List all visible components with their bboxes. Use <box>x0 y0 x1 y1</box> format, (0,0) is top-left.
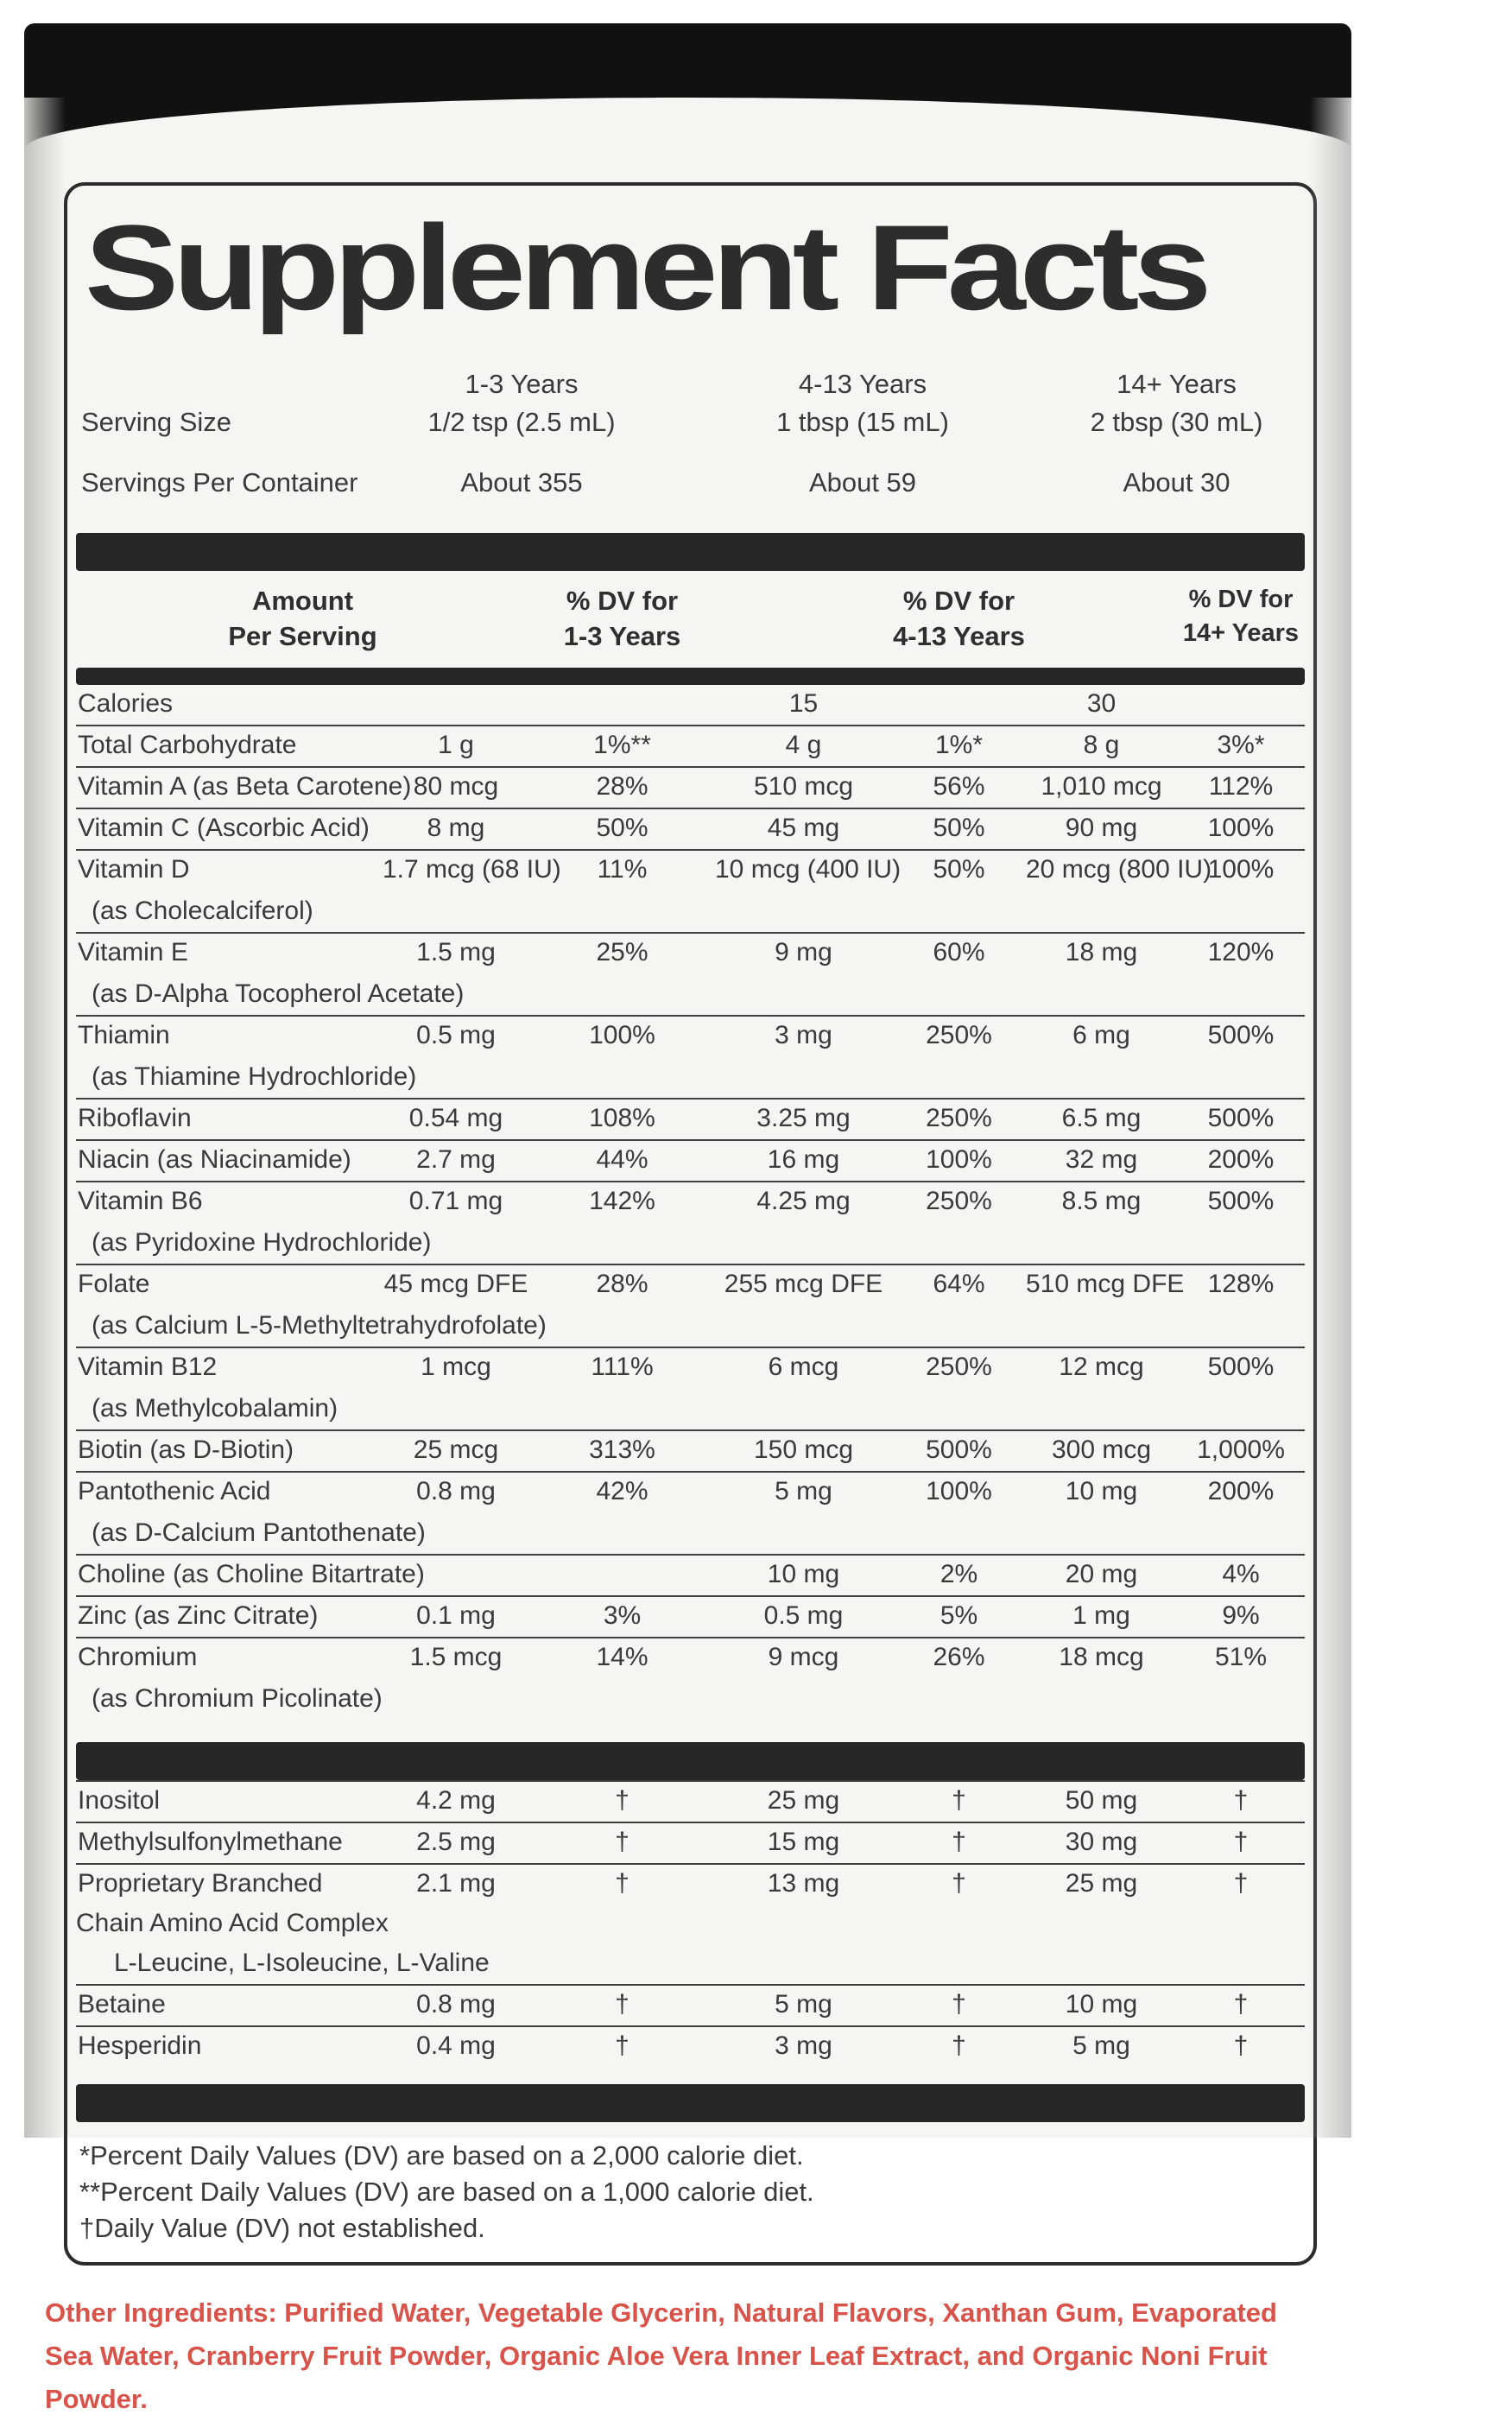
dv-4-13-cell: † <box>952 1990 966 2019</box>
dv-14plus-cell: 120% <box>1207 938 1275 966</box>
row-subname: (as Chromium Picolinate) <box>92 1684 383 1713</box>
dv-1-3-cell: 44% <box>596 1145 648 1174</box>
dv-1-3-cell: 313% <box>589 1435 655 1464</box>
dv-4-13-cell: 250% <box>926 1353 992 1381</box>
row-name: Zinc (as Zinc Citrate) <box>78 1601 319 1630</box>
facts-box <box>64 182 1317 2266</box>
dv-1-3-cell: 42% <box>596 1477 648 1505</box>
row-name: Total Carbohydrate <box>78 731 297 759</box>
amount-14plus-cell: 10 mg <box>1065 1990 1138 2019</box>
age-group-label: 1-3 Years <box>465 369 579 399</box>
amount-14plus-cell: 300 mcg <box>1051 1435 1152 1464</box>
table-row <box>76 849 1305 932</box>
dv-14plus-cell: 200% <box>1207 1145 1275 1174</box>
dv-1-3-cell: 28% <box>596 1270 648 1298</box>
dv-14plus-cell: 3%* <box>1217 731 1265 759</box>
header-amount-per-serving: Amount Per Serving <box>228 586 377 651</box>
dv-14plus-cell: 128% <box>1207 1270 1275 1298</box>
dv-14plus-cell: 100% <box>1207 855 1275 884</box>
amount-1-3-cell: 0.5 mg <box>416 1021 496 1049</box>
amount-4-13-cell: 9 mg <box>775 938 832 966</box>
dv-4-13-cell: 100% <box>926 1145 992 1174</box>
header-dv-1-3-years: % DV for 1-3 Years <box>563 586 681 651</box>
amount-14plus-cell: 90 mg <box>1065 814 1138 842</box>
table-row <box>76 1181 1305 1264</box>
amount-4-13-cell: 5 mg <box>775 1477 832 1505</box>
row-subname: Chain Amino Acid Complex <box>76 1909 389 1937</box>
table-row <box>76 766 1305 808</box>
amount-4-13-cell: 15 <box>788 689 819 718</box>
row-subname: (as D-Calcium Pantothenate) <box>92 1518 426 1547</box>
table-row <box>76 1264 1305 1347</box>
row-subname: (as Calcium L-5-Methyltetrahydrofolate) <box>92 1311 547 1340</box>
amount-1-3-cell: 1.5 mg <box>416 938 496 966</box>
facts-table <box>76 685 1305 2122</box>
amount-14plus-cell: 6 mg <box>1072 1021 1130 1049</box>
bottle <box>24 23 1351 2414</box>
dv-1-3-cell: 28% <box>596 772 648 801</box>
footnote-line: †Daily Value (DV) not established. <box>79 2213 485 2243</box>
serving-column <box>677 369 1048 438</box>
dv-14plus-cell: † <box>1233 1869 1249 1898</box>
amount-1-3-cell: 1.5 mcg <box>409 1643 503 1671</box>
amount-1-3-cell: 0.54 mg <box>408 1104 503 1132</box>
dv-4-13-cell: 500% <box>926 1435 992 1464</box>
age-group-label: 4-13 Years <box>798 369 927 399</box>
row-name: Inositol <box>78 1786 161 1815</box>
table-row <box>76 1098 1305 1139</box>
dv-4-13-cell: 100% <box>926 1477 992 1505</box>
amount-4-13-cell: 150 mcg <box>753 1435 854 1464</box>
table-row <box>76 1595 1305 1637</box>
dv-14plus-cell: 4% <box>1222 1560 1260 1588</box>
amount-4-13-cell: 16 mg <box>767 1145 840 1174</box>
dv-1-3-cell: 50% <box>596 814 648 842</box>
dv-14plus-cell: 500% <box>1207 1353 1275 1381</box>
amount-1-3-cell: 2.7 mg <box>416 1145 496 1174</box>
amount-14plus-cell: 30 <box>1086 689 1117 718</box>
row-name: Choline (as Choline Bitartrate) <box>78 1560 425 1588</box>
amount-14plus-cell: 20 mcg (800 IU) <box>1026 855 1212 884</box>
serving-column <box>366 369 677 438</box>
dv-4-13-cell: 1%* <box>934 731 984 759</box>
dv-1-3-cell: † <box>615 2031 629 2060</box>
row-name: Vitamin E <box>78 938 188 966</box>
dv-4-13-cell: 50% <box>933 855 985 884</box>
serving-size-value: 2 tbsp (30 mL) <box>1090 407 1263 437</box>
row-subname: (as Methylcobalamin) <box>92 1394 338 1423</box>
amount-1-3-cell: 1.7 mcg (68 IU) <box>383 855 561 884</box>
table-row <box>76 1984 1305 2025</box>
table-row <box>76 1471 1305 1554</box>
dv-1-3-cell: 142% <box>589 1187 655 1215</box>
dv-1-3-cell: 108% <box>589 1104 655 1132</box>
dv-14plus-cell: 1,000% <box>1197 1435 1285 1464</box>
servings-per-container-label: Servings Per Container <box>81 467 358 498</box>
dv-4-13-cell: † <box>952 1786 966 1815</box>
dv-1-3-cell: 14% <box>596 1643 648 1671</box>
amount-1-3-cell: 0.8 mg <box>416 1477 496 1505</box>
amount-14plus-cell: 10 mg <box>1065 1477 1138 1505</box>
row-name: Vitamin C (Ascorbic Acid) <box>78 814 370 842</box>
row-subname: (as Cholecalciferol) <box>92 897 313 925</box>
separator-bar <box>76 668 1305 685</box>
amount-14plus-cell: 8.5 mg <box>1061 1187 1142 1215</box>
dv-4-13-cell: 50% <box>933 814 985 842</box>
dv-4-13-cell: 56% <box>933 772 985 801</box>
amount-14plus-cell: 18 mg <box>1065 938 1138 966</box>
amount-14plus-cell: 32 mg <box>1065 1145 1138 1174</box>
amount-14plus-cell: 20 mg <box>1065 1560 1138 1588</box>
row-name: Proprietary Branched <box>78 1869 323 1898</box>
table-header <box>76 571 1305 668</box>
row-name: Biotin (as D-Biotin) <box>78 1435 294 1464</box>
table-row <box>76 1139 1305 1181</box>
dv-4-13-cell: 64% <box>933 1270 985 1298</box>
amount-4-13-cell: 15 mg <box>767 1828 840 1856</box>
table-row <box>76 808 1305 849</box>
dv-14plus-cell: 500% <box>1207 1187 1275 1215</box>
dv-14plus-cell: † <box>1233 1990 1249 2019</box>
page-title: Supplement Facts <box>85 200 1206 335</box>
row-name: Vitamin D <box>78 855 190 884</box>
dv-14plus-cell: † <box>1233 1828 1249 1856</box>
row-name: Thiamin <box>78 1021 170 1049</box>
dv-1-3-cell: 111% <box>591 1353 654 1381</box>
amount-1-3-cell: 0.71 mg <box>408 1187 503 1215</box>
table-row <box>76 1554 1305 1595</box>
dv-14plus-cell: 51% <box>1214 1643 1268 1671</box>
dv-4-13-cell: 26% <box>933 1643 985 1671</box>
row-subname: (as D-Alpha Tocopherol Acetate) <box>92 979 465 1008</box>
header-dv-4-13-years: % DV for 4-13 Years <box>893 586 1025 651</box>
amount-14plus-cell: 18 mcg <box>1059 1643 1144 1671</box>
table-row <box>76 725 1305 766</box>
dv-1-3-cell: 25% <box>596 938 648 966</box>
separator-bar <box>76 1742 1305 1780</box>
table-row <box>76 685 1305 725</box>
amount-14plus-cell: 50 mg <box>1065 1786 1138 1815</box>
row-name: Pantothenic Acid <box>78 1477 271 1505</box>
dv-4-13-cell: † <box>952 1828 966 1856</box>
servings-per-container-value: About 355 <box>460 467 583 498</box>
table-row <box>76 1863 1305 1984</box>
row-subname-2: L-Leucine, L-Isoleucine, L-Valine <box>114 1949 490 1977</box>
separator-bar <box>76 533 1305 571</box>
servings-per-container-value: About 30 <box>1123 467 1230 498</box>
amount-1-3-cell: 1 mcg <box>421 1353 491 1381</box>
dv-4-13-cell: 250% <box>926 1021 992 1049</box>
row-name: Chromium <box>78 1643 198 1671</box>
table-row <box>76 1637 1305 1720</box>
row-name: Vitamin B6 <box>78 1187 203 1215</box>
supplement-label <box>24 98 1351 2414</box>
amount-4-13-cell: 13 mg <box>767 1869 840 1898</box>
amount-14plus-cell: 5 mg <box>1072 2031 1130 2060</box>
row-name: Folate <box>78 1270 150 1298</box>
row-subname: (as Pyridoxine Hydrochloride) <box>92 1228 432 1257</box>
amount-14plus-cell: 30 mg <box>1065 1828 1138 1856</box>
amount-4-13-cell: 6 mcg <box>768 1353 839 1381</box>
other-ingredients-text: Other Ingredients: Purified Water, Vegetable Glycerin, Natural Flavors, Xanthan Gum, Evaporated Sea Water, Cranberry Fruit Powder, Organic Aloe Vera Inner Leaf Extract, and Organic Noni Fruit Powder. <box>45 2297 1277 2414</box>
dv-1-3-cell: 3% <box>603 1601 642 1630</box>
amount-1-3-cell: 4.2 mg <box>416 1786 496 1815</box>
amount-4-13-cell: 3 mg <box>775 2031 832 2060</box>
amount-14plus-cell: 1 mg <box>1072 1601 1130 1630</box>
footnotes <box>79 2138 1305 2247</box>
age-group-label: 14+ Years <box>1117 369 1237 399</box>
amount-14plus-cell: 8 g <box>1083 731 1120 759</box>
dv-4-13-cell: 250% <box>926 1187 992 1215</box>
footnote-line: **Percent Daily Values (DV) are based on a 1,000 calorie diet. <box>79 2177 814 2207</box>
dv-14plus-cell: 9% <box>1222 1601 1260 1630</box>
serving-size-value: 1 tbsp (15 mL) <box>776 407 949 437</box>
amount-4-13-cell: 3.25 mg <box>756 1104 851 1132</box>
amount-4-13-cell: 5 mg <box>775 1990 832 2019</box>
dv-4-13-cell: † <box>952 2031 966 2060</box>
dv-4-13-cell: 5% <box>939 1601 978 1630</box>
amount-1-3-cell: 0.8 mg <box>416 1990 496 2019</box>
dv-1-3-cell: † <box>615 1990 629 2019</box>
amount-4-13-cell: 510 mcg <box>753 772 854 801</box>
row-name: Vitamin A (as Beta Carotene) <box>78 772 412 801</box>
amount-4-13-cell: 9 mcg <box>768 1643 839 1671</box>
dv-1-3-cell: † <box>615 1786 629 1815</box>
serving-size-label: Serving Size <box>81 407 232 437</box>
amount-4-13-cell: 45 mg <box>767 814 840 842</box>
table-row <box>76 1347 1305 1429</box>
amount-1-3-cell: 80 mcg <box>413 772 499 801</box>
amount-14plus-cell: 1,010 mcg <box>1041 772 1162 801</box>
dv-14plus-cell: 500% <box>1207 1104 1275 1132</box>
separator-bar <box>76 2084 1305 2122</box>
dv-14plus-cell: 200% <box>1207 1477 1275 1505</box>
table-row <box>76 1780 1305 1822</box>
dv-1-3-cell: 100% <box>589 1021 655 1049</box>
row-name: Methylsulfonylmethane <box>78 1828 343 1856</box>
amount-1-3-cell: 45 mcg DFE <box>383 1270 528 1298</box>
header-dv-14plus-years: % DV for 14+ Years <box>1182 586 1300 647</box>
amount-1-3-cell: 25 mcg <box>413 1435 499 1464</box>
footnote-line: *Percent Daily Values (DV) are based on a 2,000 calorie diet. <box>79 2140 804 2171</box>
dv-14plus-cell: 500% <box>1207 1021 1275 1049</box>
row-name: Vitamin B12 <box>78 1353 218 1381</box>
amount-4-13-cell: 10 mg <box>767 1560 840 1588</box>
amount-4-13-cell: 4 g <box>785 731 822 759</box>
dv-4-13-cell: 250% <box>926 1104 992 1132</box>
dv-4-13-cell: 2% <box>939 1560 978 1588</box>
dv-14plus-cell: 100% <box>1207 814 1275 842</box>
amount-1-3-cell: 1 g <box>438 731 474 759</box>
amount-4-13-cell: 0.5 mg <box>763 1601 844 1630</box>
amount-1-3-cell: 2.5 mg <box>416 1828 496 1856</box>
serving-info <box>81 369 1305 498</box>
table-row <box>76 1015 1305 1098</box>
amount-14plus-cell: 12 mcg <box>1059 1353 1144 1381</box>
row-name: Hesperidin <box>78 2031 202 2060</box>
amount-4-13-cell: 255 mcg DFE <box>724 1270 883 1298</box>
dv-4-13-cell: 60% <box>933 938 985 966</box>
dv-1-3-cell: 11% <box>597 855 648 884</box>
amount-1-3-cell: 8 mg <box>427 814 485 842</box>
dv-1-3-cell: 1%** <box>593 731 651 759</box>
amount-4-13-cell: 4.25 mg <box>756 1187 851 1215</box>
amount-1-3-cell: 0.1 mg <box>416 1601 496 1630</box>
amount-1-3-cell: 2.1 mg <box>416 1869 496 1898</box>
servings-per-container-value: About 59 <box>808 467 917 498</box>
amount-14plus-cell: 510 mcg DFE <box>1026 1270 1185 1298</box>
dv-14plus-cell: † <box>1233 2031 1249 2060</box>
dv-1-3-cell: † <box>615 1828 629 1856</box>
amount-14plus-cell: 6.5 mg <box>1061 1104 1142 1132</box>
dv-14plus-cell: 112% <box>1208 772 1274 801</box>
row-subname: (as Thiamine Hydrochloride) <box>92 1062 417 1091</box>
amount-4-13-cell: 10 mcg (400 IU) <box>715 855 902 884</box>
dv-4-13-cell: † <box>952 1869 966 1898</box>
amount-4-13-cell: 3 mg <box>775 1021 832 1049</box>
serving-size-value: 1/2 tsp (2.5 mL) <box>427 407 616 437</box>
table-row <box>76 1429 1305 1471</box>
row-name: Niacin (as Niacinamide) <box>78 1145 351 1174</box>
serving-column <box>1048 369 1305 438</box>
table-row <box>76 932 1305 1015</box>
row-name: Betaine <box>78 1990 166 2019</box>
row-name: Calories <box>78 689 174 718</box>
table-row <box>76 1822 1305 1863</box>
dv-14plus-cell: † <box>1233 1786 1249 1815</box>
row-name: Riboflavin <box>78 1104 192 1132</box>
bottle-edge-shading <box>24 98 66 2138</box>
dv-1-3-cell: † <box>615 1869 629 1898</box>
table-row <box>76 2025 1305 2067</box>
amount-1-3-cell: 0.4 mg <box>416 2031 496 2060</box>
amount-4-13-cell: 25 mg <box>767 1786 840 1815</box>
amount-14plus-cell: 25 mg <box>1065 1869 1138 1898</box>
